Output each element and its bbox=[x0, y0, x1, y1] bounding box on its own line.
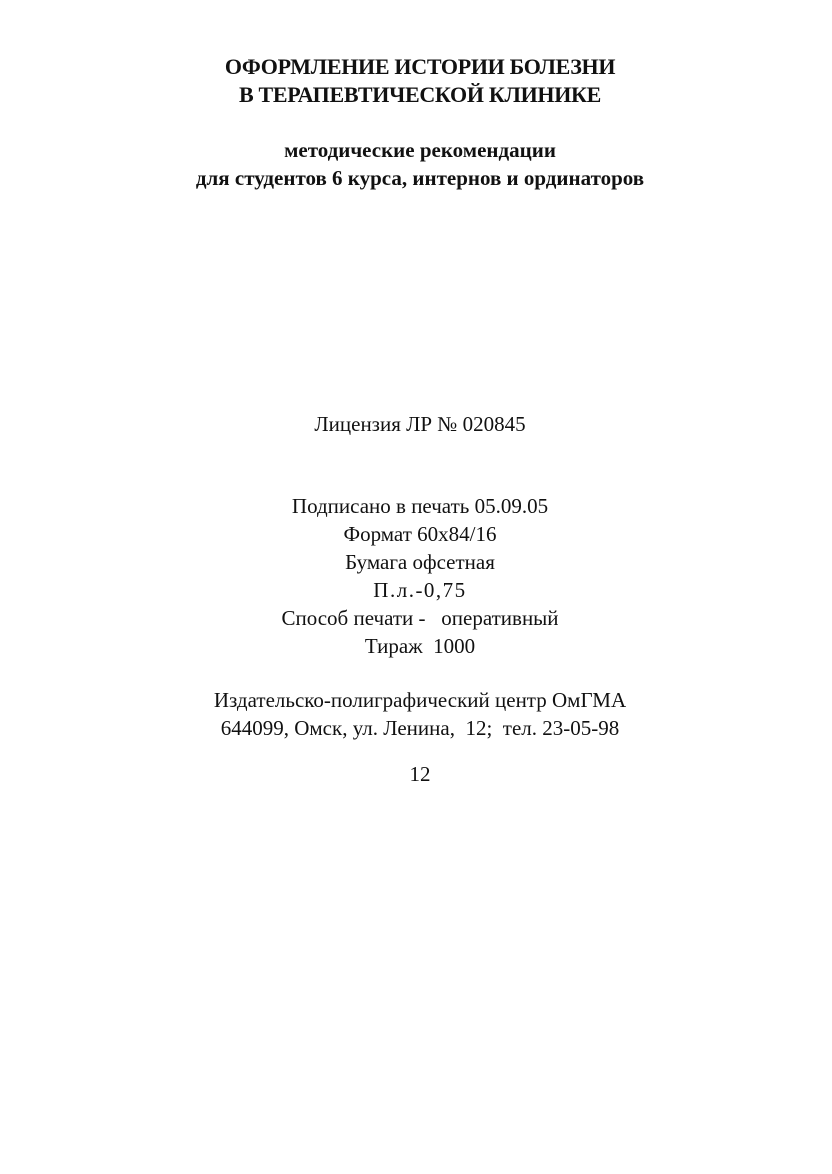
title-line-2: В ТЕРАПЕВТИЧЕСКОЙ КЛИНИКЕ bbox=[238, 82, 602, 107]
paper-format: Формат 60х84/16 bbox=[343, 522, 497, 546]
publisher-name: Издательско-полиграфический центр ОмГМА bbox=[213, 688, 627, 712]
signed-to-print: Подписано в печать 05.09.05 bbox=[291, 494, 549, 518]
print-method: Способ печати - оперативный bbox=[281, 606, 559, 630]
paper-type: Бумага офсетная bbox=[345, 550, 495, 574]
publisher-address: 644099, Омск, ул. Ленина, 12; тел. 23-05-98 bbox=[220, 716, 620, 740]
subtitle-line-2: для студентов 6 курса, интернов и ординаторов bbox=[195, 166, 645, 190]
license-number: Лицензия ЛР № 020845 bbox=[314, 412, 526, 436]
printed-sheets: П.л.-0,75 bbox=[373, 578, 467, 602]
title-line-1: ОФОРМЛЕНИЕ ИСТОРИИ БОЛЕЗНИ bbox=[224, 54, 616, 79]
subtitle-line-1: методические рекомендации bbox=[284, 138, 556, 162]
page-number: 12 bbox=[409, 762, 431, 786]
print-run: Тираж 1000 bbox=[364, 634, 476, 658]
